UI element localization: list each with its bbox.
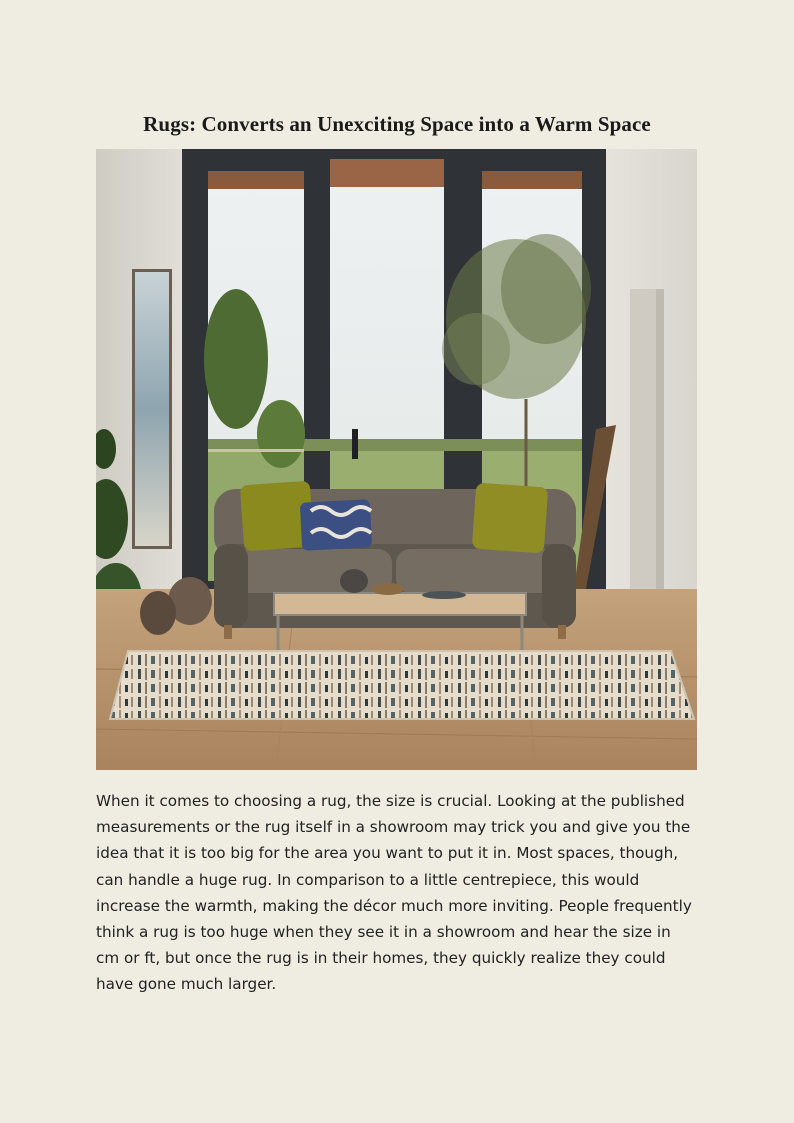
living-room-photo [96,149,697,770]
body-paragraph: When it comes to choosing a rug, the size is crucial. Looking at the published measurements or the rug itself in a showroom may trick you and give you the idea that it is too big for the area you want to put it in. Most spaces, though, can handle a huge rug. In comparison to a little centrepiece, this would increase the warmth, making the décor much more inviting. People frequently think a rug is too huge when they see it in a showroom and hear the size in cm or ft, but once the rug is in their homes, they quickly realize they could have gone much larger. [96,792,692,994]
page-title: Rugs: Converts an Unexciting Space into a Warm Space [143,112,651,137]
